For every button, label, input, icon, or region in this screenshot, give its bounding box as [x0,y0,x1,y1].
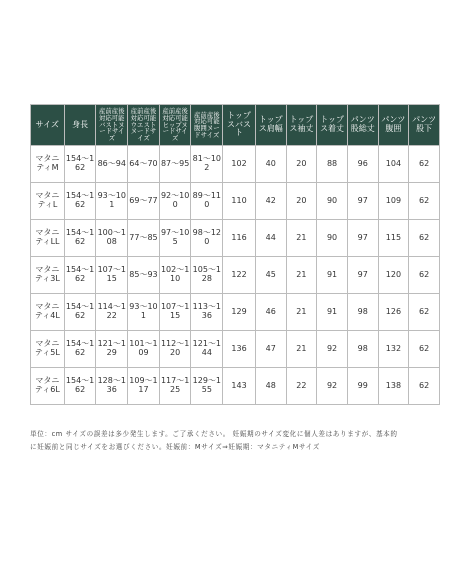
table-cell: 128〜136 [96,368,128,405]
table-cell: 110 [223,183,256,220]
size-table [30,104,440,405]
table-cell: 62 [409,220,440,257]
table-cell: 114〜122 [96,294,128,331]
table-cell: 154〜162 [64,220,96,257]
table-cell: 96 [347,146,378,183]
table-cell: 62 [409,257,440,294]
table-cell: 77〜85 [128,220,160,257]
size-name-cell: マタニティ3L [31,257,65,294]
column-header: パンツ股総丈 [347,105,378,146]
table-cell: 92 [317,331,348,368]
table-cell: 48 [255,368,286,405]
table-cell: 87〜95 [159,146,191,183]
table-row [31,331,440,368]
table-row [31,220,440,257]
table-cell: 21 [286,257,317,294]
table-cell: 64〜70 [128,146,160,183]
table-cell: 99 [347,368,378,405]
column-header: トップス袖丈 [286,105,317,146]
size-name-cell: マタニティM [31,146,65,183]
table-row [31,368,440,405]
table-row [31,294,440,331]
table-cell: 22 [286,368,317,405]
table-cell: 92〜100 [159,183,191,220]
table-cell: 109 [378,183,409,220]
table-cell: 97 [347,183,378,220]
table-cell: 97 [347,257,378,294]
table-cell: 90 [317,220,348,257]
table-cell: 115 [378,220,409,257]
table-cell: 45 [255,257,286,294]
table-cell: 107〜115 [159,294,191,331]
column-header: パンツ股下 [409,105,440,146]
table-header-row [31,105,440,146]
table-cell: 117〜125 [159,368,191,405]
table-cell: 102 [223,146,256,183]
table-cell: 154〜162 [64,257,96,294]
column-header: トップスバスト [223,105,256,146]
table-cell: 89〜110 [191,183,223,220]
table-cell: 85〜93 [128,257,160,294]
table-row [31,146,440,183]
table-cell: 20 [286,183,317,220]
table-cell: 92 [317,368,348,405]
table-cell: 42 [255,183,286,220]
size-name-cell: マタニティ5L [31,331,65,368]
table-cell: 98 [347,331,378,368]
table-cell: 62 [409,146,440,183]
note-line: に妊娠前と同じサイズをお選びください。妊娠前：Mサイズ⇒妊娠期：マタニティMサイズ [30,442,320,451]
table-cell: 98 [347,294,378,331]
note-line: 単位：cm サイズの誤差は多少発生します。ご了承ください。 妊娠期のサイズ変化に個人差はありますが、基本的 [30,430,398,438]
table-cell: 40 [255,146,286,183]
table-cell: 97 [347,220,378,257]
size-name-cell: マタニティ6L [31,368,65,405]
table-cell: 109〜117 [128,368,160,405]
table-cell: 21 [286,220,317,257]
table-cell: 91 [317,294,348,331]
table-cell: 88 [317,146,348,183]
size-name-cell: マタニティLL [31,220,65,257]
table-cell: 122 [223,257,256,294]
table-cell: 69〜77 [128,183,160,220]
table-cell: 102〜110 [159,257,191,294]
table-cell: 86〜94 [96,146,128,183]
table-cell: 21 [286,331,317,368]
table-cell: 104 [378,146,409,183]
table-cell: 154〜162 [64,183,96,220]
table-cell: 21 [286,294,317,331]
table-cell: 154〜162 [64,368,96,405]
size-name-cell: マタニティL [31,183,65,220]
table-cell: 143 [223,368,256,405]
column-header: 産前産後対応可能ウエストヌードサイズ [128,105,160,146]
table-cell: 120 [378,257,409,294]
table-cell: 121〜144 [191,331,223,368]
size-name-cell: マタニティ4L [31,294,65,331]
table-cell: 126 [378,294,409,331]
table-cell: 62 [409,368,440,405]
column-header: 産前産後対応可能バストヌードサイズ [96,105,128,146]
table-cell: 154〜162 [64,331,96,368]
table-cell: 90 [317,183,348,220]
table-body [31,146,440,405]
table-cell: 62 [409,294,440,331]
table-cell: 97〜105 [159,220,191,257]
table-cell: 62 [409,331,440,368]
table-cell: 20 [286,146,317,183]
column-header: 産前産後対応可能腹囲ヌードサイズ [191,105,223,146]
table-cell: 101〜109 [128,331,160,368]
table-cell: 81〜102 [191,146,223,183]
table-cell: 47 [255,331,286,368]
table-cell: 129 [223,294,256,331]
table-cell: 100〜108 [96,220,128,257]
table-cell: 91 [317,257,348,294]
column-header: サイズ [31,105,65,146]
table-cell: 107〜115 [96,257,128,294]
table-cell: 62 [409,183,440,220]
table-cell: 132 [378,331,409,368]
column-header: 身長 [64,105,96,146]
table-cell: 112〜120 [159,331,191,368]
table-cell: 93〜101 [96,183,128,220]
table-cell: 98〜120 [191,220,223,257]
table-row [31,257,440,294]
table-row [31,183,440,220]
table-cell: 154〜162 [64,146,96,183]
table-cell: 105〜128 [191,257,223,294]
table-cell: 121〜129 [96,331,128,368]
table-cell: 116 [223,220,256,257]
table-cell: 129〜155 [191,368,223,405]
table-cell: 44 [255,220,286,257]
table-cell: 154〜162 [64,294,96,331]
table-cell: 138 [378,368,409,405]
table-cell: 136 [223,331,256,368]
size-note [30,428,442,453]
column-header: トップス着丈 [317,105,348,146]
column-header: トップス肩幅 [255,105,286,146]
column-header: パンツ腹囲 [378,105,409,146]
table-cell: 93〜101 [128,294,160,331]
table-cell: 46 [255,294,286,331]
table-cell: 113〜136 [191,294,223,331]
column-header: 産前産後対応可能ヒップヌードサイズ [159,105,191,146]
